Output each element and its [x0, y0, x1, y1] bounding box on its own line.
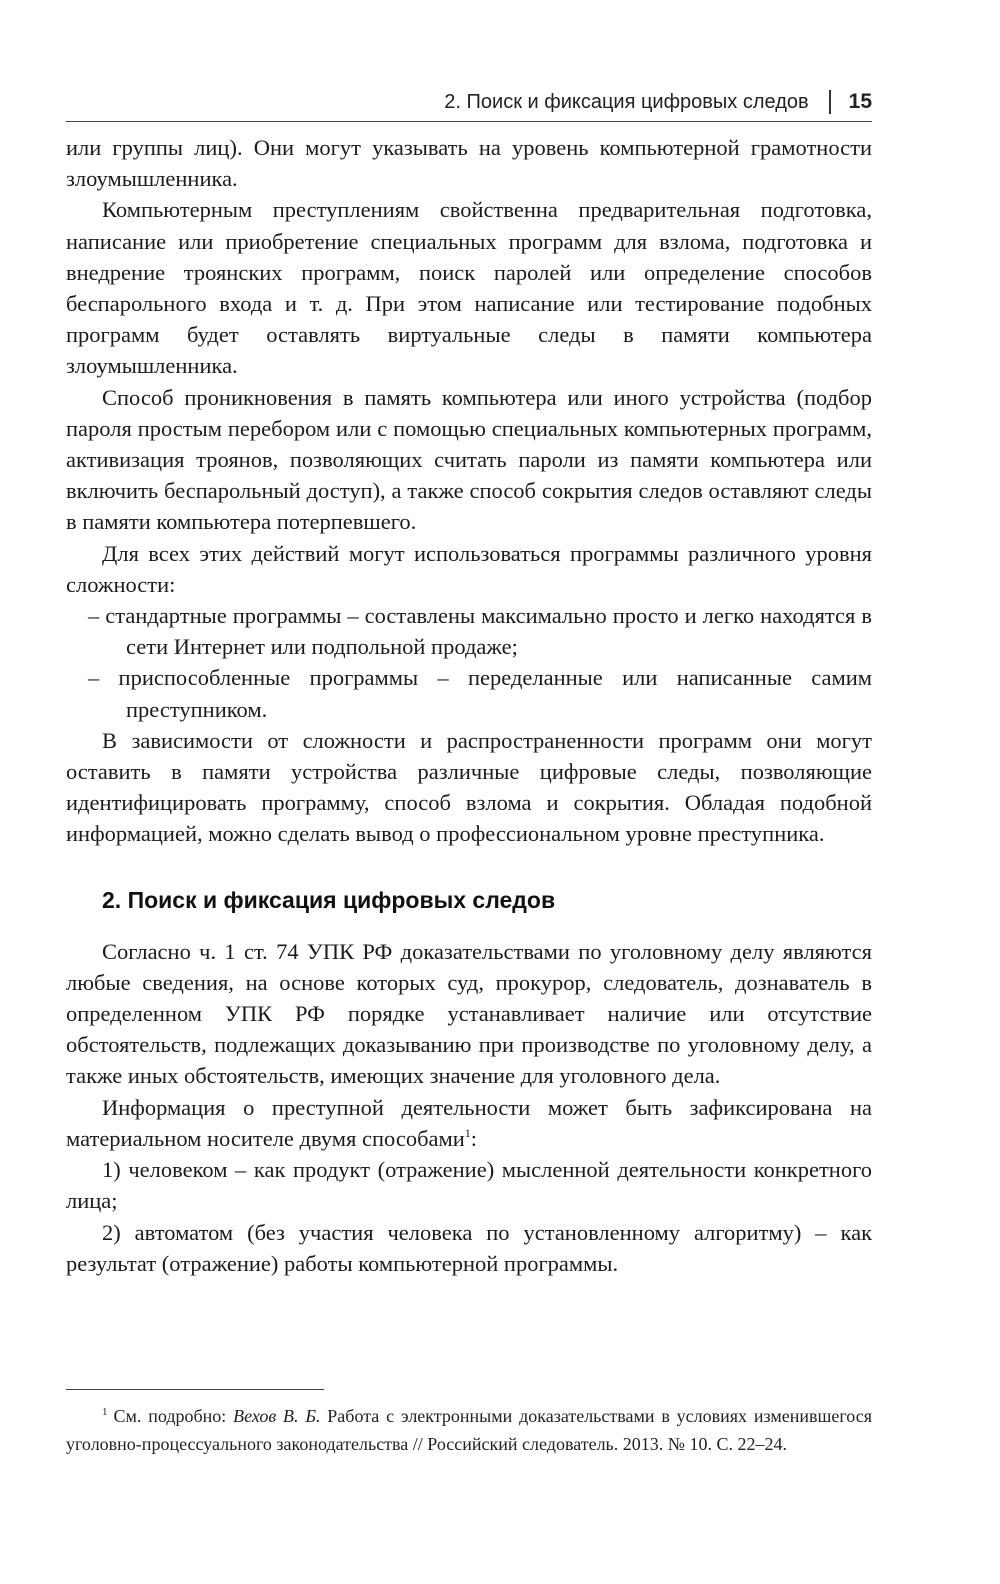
footnote-author: Вехов В. Б. — [233, 1406, 321, 1426]
paragraph-text: Информация о преступной деятельности может быть зафиксирована на материальном носителе двумя способами — [66, 1094, 872, 1151]
paragraph: В зависимости от сложности и распространенности программ они могут оставить в памяти устройства различные цифровые следы, позволяющие идентифицировать программу, способ взлома и сокрытия. Обладая подобной информацией, можно сделать вывод о профессиональном уровне преступника. — [66, 727, 872, 847]
footnote-mark: 1 — [102, 1406, 108, 1418]
dash-list-item: – стандартные программы – составлены максимально просто и легко находятся в сети Интернет или подпольной продаже; — [88, 603, 872, 660]
numbered-list-item: 1) человеком – как продукт (отражение) мысленной деятельности конкретного лица; — [66, 1157, 872, 1214]
body-text — [66, 132, 872, 1279]
paragraph: Согласно ч. 1 ст. 74 УПК РФ доказательствами по уголовному делу являются любые сведения, на основе которых суд, прокурор, следователь, дознаватель в определенном УПК РФ порядке устанавливает наличие или отсутствие обстоятельств, подлежащих доказыванию при производстве по уголовному делу, а также иных обстоятельств, имеющих значение для уголовного дела. — [66, 938, 872, 1089]
footnote-reference[interactable]: 1 — [464, 1125, 471, 1140]
paragraph: Для всех этих действий могут использоваться программы различного уровня сложности: — [66, 540, 872, 597]
paragraph: Способ проникновения в память компьютера или иного устройства (подбор пароля простым перебором или с помощью специальных компьютерных программ, активизация троянов, позволяющих считать пароли из памяти компьютера или включить беспарольный доступ), а также способ сокрытия следов оставляют следы в памяти компьютера потерпевшего. — [66, 384, 872, 535]
numbered-list-item: 2) автоматом (без участия человека по установленному алгоритму) – как результат (отражение) работы компьютерной программы. — [66, 1219, 872, 1276]
paragraph-text-tail: : — [470, 1125, 478, 1151]
footnote-body: Работа с электронными доказательствами в условиях изменившегося уголовно-процессуального законодательства // Российский следователь. 2013. № 10. С. 22–24. — [66, 1406, 872, 1454]
running-head-title: 2. Поиск и фиксация цифровых следов — [444, 90, 809, 113]
footnote-text — [66, 1403, 872, 1458]
dash-list-item: – приспособленные программы – переделанные или написанные самим преступником. — [88, 665, 872, 722]
header-rule — [66, 121, 872, 122]
footnote-prefix: См. подробно: — [113, 1406, 234, 1426]
paragraph — [66, 1092, 872, 1154]
section-heading: 2. Поиск и фиксация цифровых следов — [102, 886, 556, 913]
paragraph: Компьютерным преступлениям свойственна предварительная подготовка, написание или приобретение специальных программ для взлома, подготовка и внедрение троянских программ, поиск паролей или определение способов беспарольного входа и т. д. При этом написание или тестирование подобных программ будет оставлять виртуальные следы в памяти компьютера злоумышленника. — [66, 197, 872, 379]
footnote-rule — [66, 1389, 324, 1390]
footnote — [66, 1403, 872, 1458]
paragraph: или группы лиц). Они могут указывать на уровень компьютерной грамотности злоумышленника. — [66, 135, 872, 192]
page-number: 15 — [848, 90, 872, 113]
running-head-separator — [829, 90, 831, 114]
running-head — [66, 84, 872, 120]
